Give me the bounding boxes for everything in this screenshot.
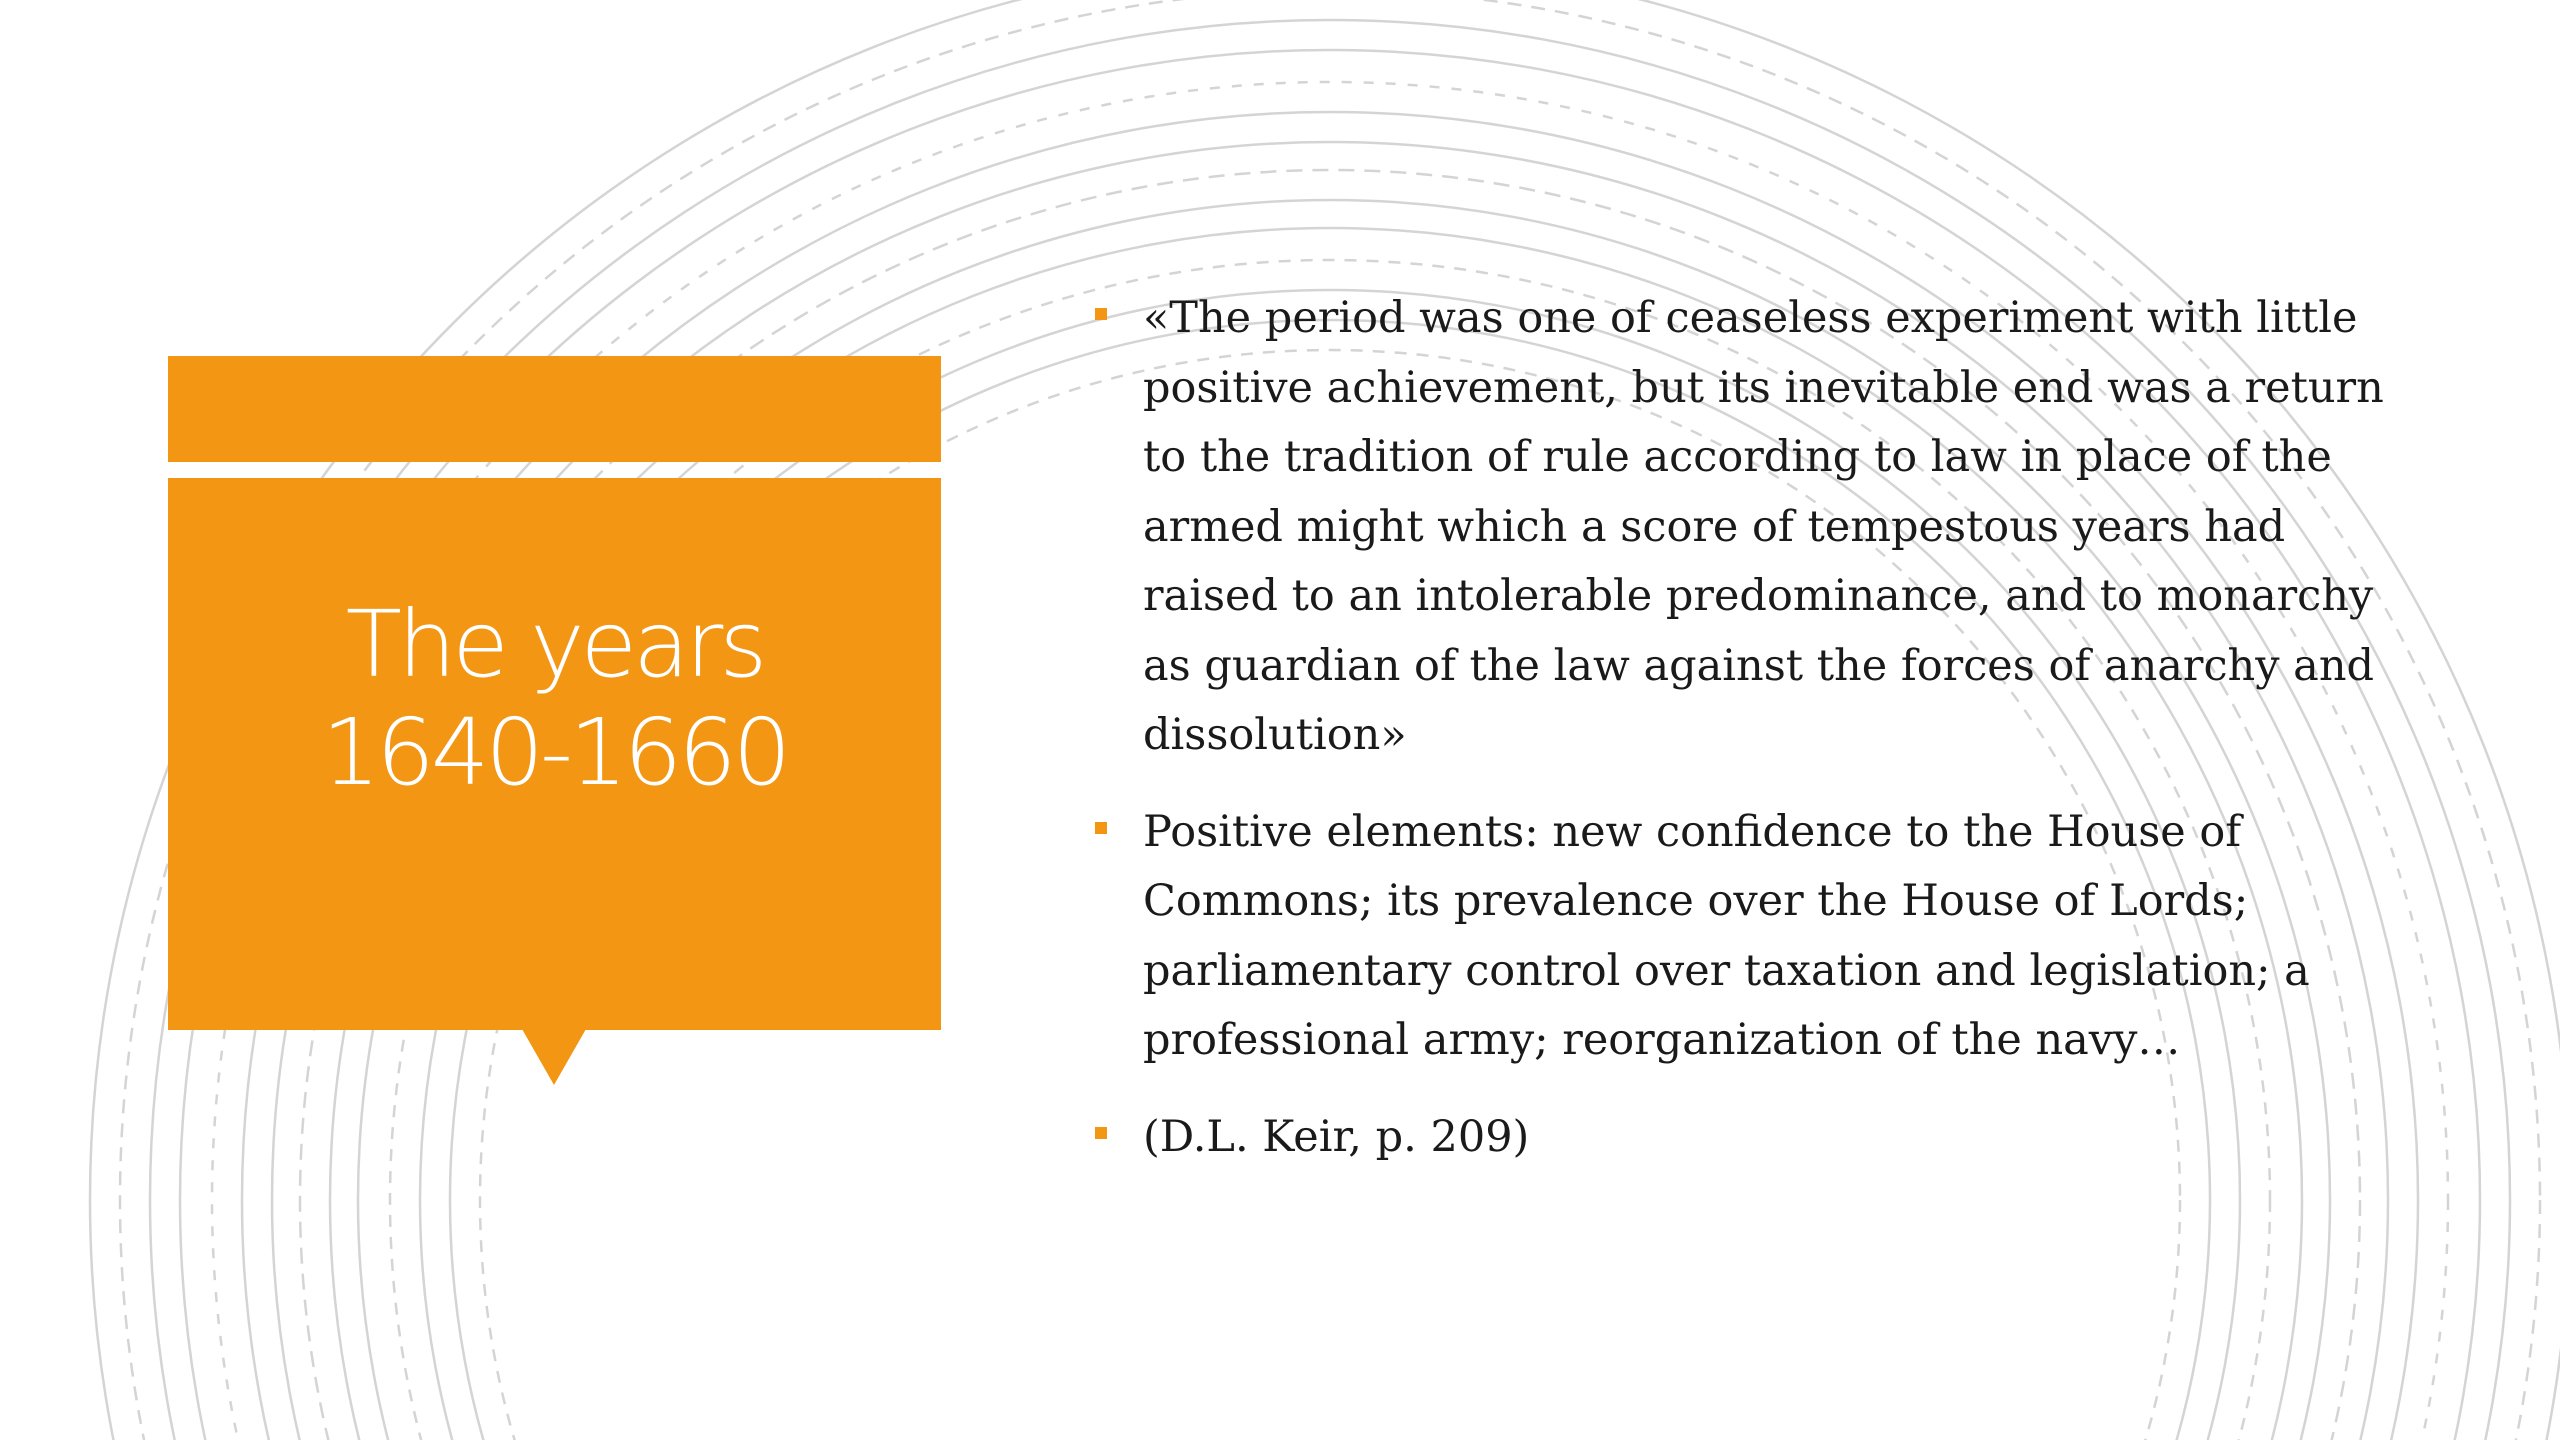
square-bullet-icon: [1095, 822, 1107, 834]
bullet-item-quote: [1095, 284, 2385, 771]
square-bullet-icon: [1095, 308, 1107, 320]
bullet-text: Positive elements: new confidence to the House of Commons; its prevalence over the House of Lords; parliamentary control over taxation and legislation; a professional army; reorganization of the navy…: [1143, 806, 2310, 1065]
slide-title-line: 1640-1660: [321, 699, 788, 806]
bullet-item-positive-elements: [1095, 798, 2385, 1076]
title-accent-bar: [168, 356, 941, 462]
bullet-item-citation: [1095, 1103, 2385, 1173]
bullet-text: (D.L. Keir, p. 209): [1143, 1111, 1530, 1162]
title-box-pointer: [522, 1029, 586, 1085]
title-box: [168, 478, 941, 1030]
bullet-list: [1095, 284, 2385, 1199]
bullet-text: «The period was one of ceaseless experiment with little positive achievement, but its inevitable end was a return to the tradition of rule according to law in place of the armed might which a score of tempestous years had raised to an intolerable predominance, and to monarchy as guardian of the law against the forces of anarchy and dissolution»: [1143, 293, 2384, 760]
slide-title-line: The years: [345, 591, 764, 698]
slide-title: [322, 591, 787, 807]
square-bullet-icon: [1095, 1127, 1107, 1139]
